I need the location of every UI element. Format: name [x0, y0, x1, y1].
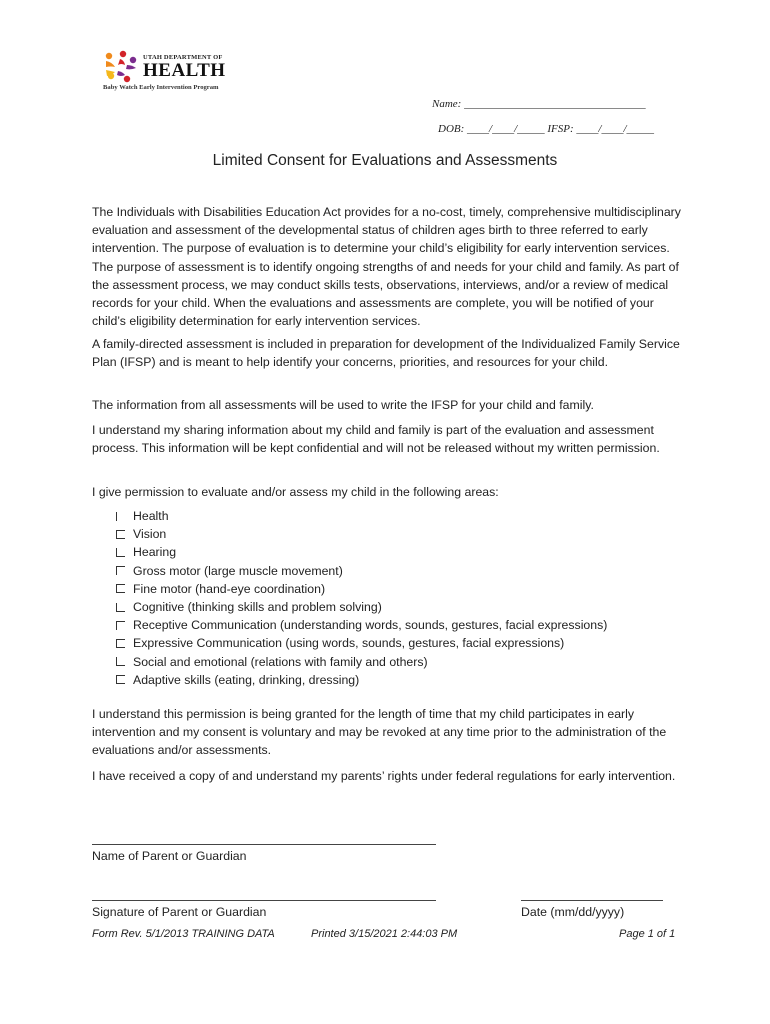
checkbox-icon[interactable]: [116, 512, 125, 521]
date-line[interactable]: [521, 900, 663, 901]
checkbox-icon[interactable]: [116, 566, 125, 575]
people-logo-icon: [103, 50, 139, 86]
checklist-label: Health: [133, 509, 169, 524]
checklist-label: Receptive Communication (understanding words, sounds, gestures, facial expressions): [133, 618, 608, 633]
logo-dept-line: UTAH DEPARTMENT OF: [143, 54, 223, 61]
parent-signature-line[interactable]: [92, 900, 436, 901]
checkbox-icon[interactable]: [116, 530, 125, 539]
date-label: Date (mm/dd/yyyy): [521, 905, 625, 919]
name-field[interactable]: Name: _________________________________: [432, 98, 646, 110]
checklist-item-gross-motor[interactable]: [116, 562, 607, 580]
checklist-item-adaptive-skills[interactable]: [116, 671, 607, 689]
assessment-areas-checklist: [116, 507, 607, 689]
logo-program-name: Baby Watch Early Intervention Program: [103, 84, 219, 91]
paragraph-permission-intro: I give permission to evaluate and/or assess my child in the following areas:: [92, 485, 499, 499]
logo-health-wordmark: HEALTH: [143, 60, 226, 81]
checklist-item-expressive-communication[interactable]: [116, 634, 607, 652]
checkbox-icon[interactable]: [116, 621, 125, 630]
parent-name-line[interactable]: [92, 844, 436, 845]
parent-name-label: Name of Parent or Guardian: [92, 849, 247, 863]
paragraph-ifsp-use: The information from all assessments will be used to write the IFSP for your child and family.: [92, 398, 594, 412]
checklist-label: Cognitive (thinking skills and problem solving): [133, 600, 382, 615]
checkbox-icon[interactable]: [116, 548, 125, 557]
paragraph-idea-intro: The Individuals with Disabilities Education Act provides for a no-cost, timely, comprehensive multidisciplinary evaluation and assessment of the developmental status of children ages birth to three referred to early intervention. The purpose of evaluation is to determine your child’s eligibility for early intervention services. The purpose of assessment is to identify ongoing strengths of and needs for your child and family. As part of the assessment process, we may conduct skills tests, observations, interviews, and/or a review of medical records for your child. When the evaluations and assessments are complete, you will be notified of your child’s eligibility determination for early intervention services.: [92, 205, 681, 329]
health-department-logo: [103, 50, 233, 95]
checklist-item-cognitive[interactable]: [116, 598, 607, 616]
checklist-label: Vision: [133, 527, 167, 542]
page-title: Limited Consent for Evaluations and Assessments: [212, 152, 558, 169]
dob-ifsp-fields[interactable]: DOB: ____/____/_____ IFSP: ____/____/_____: [438, 123, 655, 135]
checklist-item-fine-motor[interactable]: [116, 580, 607, 598]
paragraph-parent-rights: I have received a copy of and understand my parents’ rights under federal regulations for early intervention.: [92, 769, 676, 783]
checklist-item-vision[interactable]: [116, 525, 607, 543]
footer-form-revision: Form Rev. 5/1/2013 TRAINING DATA: [92, 928, 275, 940]
paragraph-confidentiality: I understand my sharing information about my child and family is part of the evaluation and assessment process. This information will be kept confidential and will not be released without my written permission.: [92, 423, 660, 456]
checklist-label: Hearing: [133, 545, 177, 560]
checklist-label: Fine motor (hand-eye coordination): [133, 581, 326, 596]
checklist-label: Adaptive skills (eating, drinking, dressing): [133, 672, 360, 687]
checklist-label: Social and emotional (relations with family and others): [133, 654, 428, 669]
checklist-item-social-emotional[interactable]: [116, 653, 607, 671]
footer-printed-date: Printed 3/15/2021 2:44:03 PM: [311, 928, 458, 940]
checklist-label: Gross motor (large muscle movement): [133, 563, 343, 578]
checklist-item-health[interactable]: [116, 507, 607, 525]
checkbox-icon[interactable]: [116, 657, 125, 666]
checklist-label: Expressive Communication (using words, sounds, gestures, facial expressions): [133, 636, 565, 651]
checkbox-icon[interactable]: [116, 639, 125, 648]
parent-signature-label: Signature of Parent or Guardian: [92, 905, 267, 919]
checklist-item-receptive-communication[interactable]: [116, 616, 607, 634]
checklist-item-hearing[interactable]: [116, 543, 607, 561]
checkbox-icon[interactable]: [116, 584, 125, 593]
paragraph-permission-duration: I understand this permission is being granted for the length of time that my child participates in early intervention and my consent is voluntary and may be revoked at any time prior to the administration of the evaluations and/or assessments.: [92, 707, 667, 758]
paragraph-family-assessment: A family-directed assessment is included in preparation for development of the Individualized Family Service Plan (IFSP) and is meant to help identify your concerns, priorities, and resources for your child.: [92, 337, 680, 370]
footer-page-number: Page 1 of 1: [619, 928, 676, 940]
checkbox-icon[interactable]: [116, 675, 125, 684]
checkbox-icon[interactable]: [116, 603, 125, 612]
